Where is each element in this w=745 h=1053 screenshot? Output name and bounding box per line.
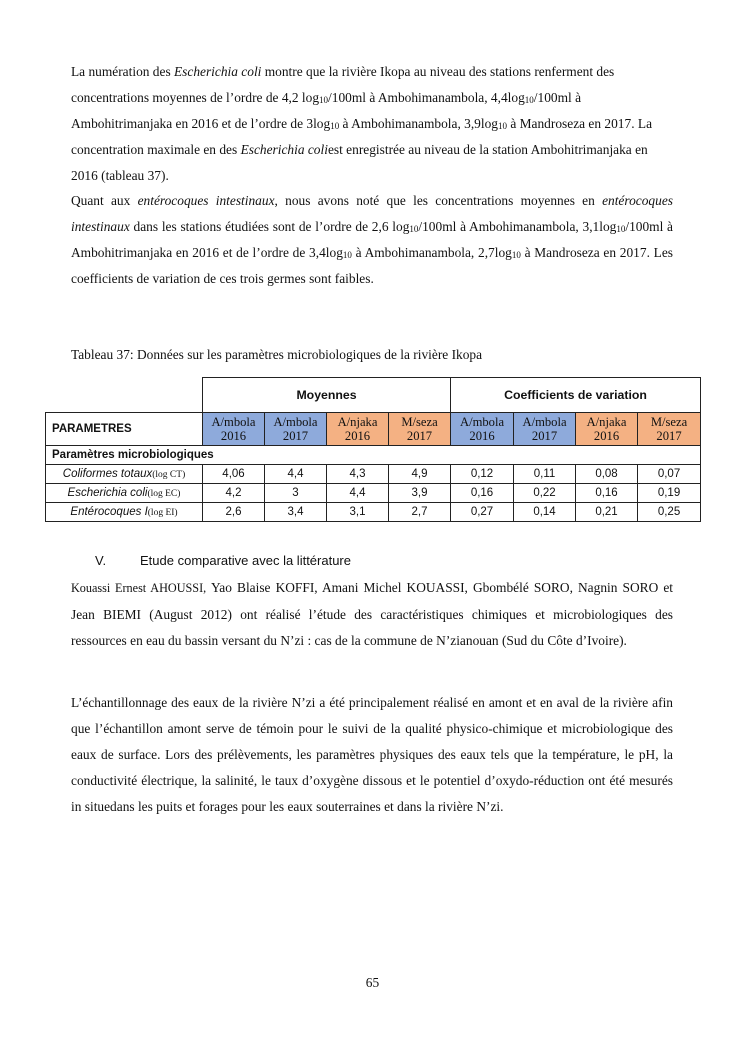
table-cell: 0,12 — [451, 465, 514, 484]
col-header: A/mbola 2017 — [514, 413, 576, 446]
table-cell: 3 — [265, 484, 327, 503]
paragraph-enterocoques: Quant aux entérocoques intestinaux, nous avons noté que les concentrations moyennes en entérocoques intestinaux dans les stations étudiées sont de l’ordre de 2,6 $\log_{10}/100ml$ à Ambohimanambola, $3,1\log_{10}/100ml$ à Ambohitrimanjaka en 2016 et de l’ordre de $3,4\log_{10}$ à Ambohimanambola, $2,7\log_{10}$ à Mandroseza en 2017. Les coefficients de variation de ces trois germes sont faibles. — [71, 193, 673, 286]
table-cell: 4,2 — [203, 484, 265, 503]
table-cell: 0,08 — [576, 465, 638, 484]
col-header: A/njaka 2016 — [327, 413, 389, 446]
col-header: A/mbola 2017 — [265, 413, 327, 446]
table-corner — [46, 378, 203, 413]
header-parametres: PARAMETRES — [46, 413, 203, 446]
table-cell: 2,7 — [389, 503, 451, 522]
section-heading: V. Etude comparative avec la littérature — [95, 553, 351, 568]
table-cell: 0,27 — [451, 503, 514, 522]
col-header: A/mbola 2016 — [451, 413, 514, 446]
table-cell: 0,21 — [576, 503, 638, 522]
header-moyennes: Moyennes — [203, 378, 451, 413]
row-label: Entérocoques I(log EI) — [46, 503, 203, 522]
table-cell: 4,3 — [327, 465, 389, 484]
col-header: A/mbola 2016 — [203, 413, 265, 446]
section-row: Paramètres microbiologiques — [46, 446, 701, 465]
col-header: M/seza 2017 — [638, 413, 701, 446]
table-cell: 2,6 — [203, 503, 265, 522]
table-row — [46, 503, 701, 522]
page-number: 65 — [365, 975, 380, 990]
paragraph-echantillonnage: L’échantillonnage des eaux de la rivière N’zi a été principalement réalisé en amont et en aval de la rivière afin que l’échantillon amont serve de témoin pour le suivi de la qualité physico-chimique et microbiologique des eaux de surface. Lors des prélèvements, les paramètres physiques des eaux tels que la température, le pH, la conductivité électrique, la salinité, le taux d’oxygène dissous et le potentiel d’oxydo-réduction ont été mesurés in situedans les puits et forages pour les eaux souterraines et dans la rivière N’zi. — [71, 695, 673, 814]
table-cell: 4,9 — [389, 465, 451, 484]
microbiology-table — [45, 377, 701, 522]
table-cell: 0,16 — [451, 484, 514, 503]
table-cell: 4,4 — [327, 484, 389, 503]
row-label: Escherichia coli(log EC) — [46, 484, 203, 503]
header-coefficients: Coefficients de variation — [451, 378, 701, 413]
table-cell: 3,9 — [389, 484, 451, 503]
col-header: A/njaka 2016 — [576, 413, 638, 446]
table-cell: 3,4 — [265, 503, 327, 522]
table-row — [46, 465, 701, 484]
table-caption: Tableau 37: Données sur les paramètres microbiologiques de la rivière Ikopa — [71, 347, 483, 362]
table-cell: 4,4 — [265, 465, 327, 484]
row-label: Coliformes totaux(log CT) — [46, 465, 203, 484]
paragraph-ecoli: La numération des Escherichia coli montre que la rivière Ikopa au niveau des stations renferment des concentrations moyennes de l’ordre de 4,2 $\log_{10}/100ml$ à Ambohimanambola, $4,4\log_{10}/100ml$ à Ambohitrimanjaka en 2016 et de l’ordre de $3\log_{10}$ à Ambohimanambola, $3,9\log_{10}$ à Mandroseza en 2017. La concentration maximale en des Escherichia coliest enregistrée au niveau de la station Ambohitrimanjaka en 2016 (tableau 37). — [71, 64, 653, 183]
table-cell: 0,16 — [576, 484, 638, 503]
paragraph-ahoussi: Kouassi Ernest AHOUSSI, Yao Blaise KOFFI, Amani Michel KOUASSI, Gbombélé SORO, Nagnin SORO et Jean BIEMI (August 2012) ont réalisé l’étude des caractéristiques chimiques et microbiologiques des ressources en eau du bassin versant du N’zi : cas de la commune de N’zianouan (Sud du Côte d’Ivoire). — [71, 580, 673, 648]
table-cell: 4,06 — [203, 465, 265, 484]
table-cell: 0,22 — [514, 484, 576, 503]
table-cell: 0,07 — [638, 465, 701, 484]
table-row — [46, 484, 701, 503]
table-cell: 0,14 — [514, 503, 576, 522]
table-cell: 0,19 — [638, 484, 701, 503]
table-cell: 0,11 — [514, 465, 576, 484]
col-header: M/seza 2017 — [389, 413, 451, 446]
table-cell: 3,1 — [327, 503, 389, 522]
table-cell: 0,25 — [638, 503, 701, 522]
